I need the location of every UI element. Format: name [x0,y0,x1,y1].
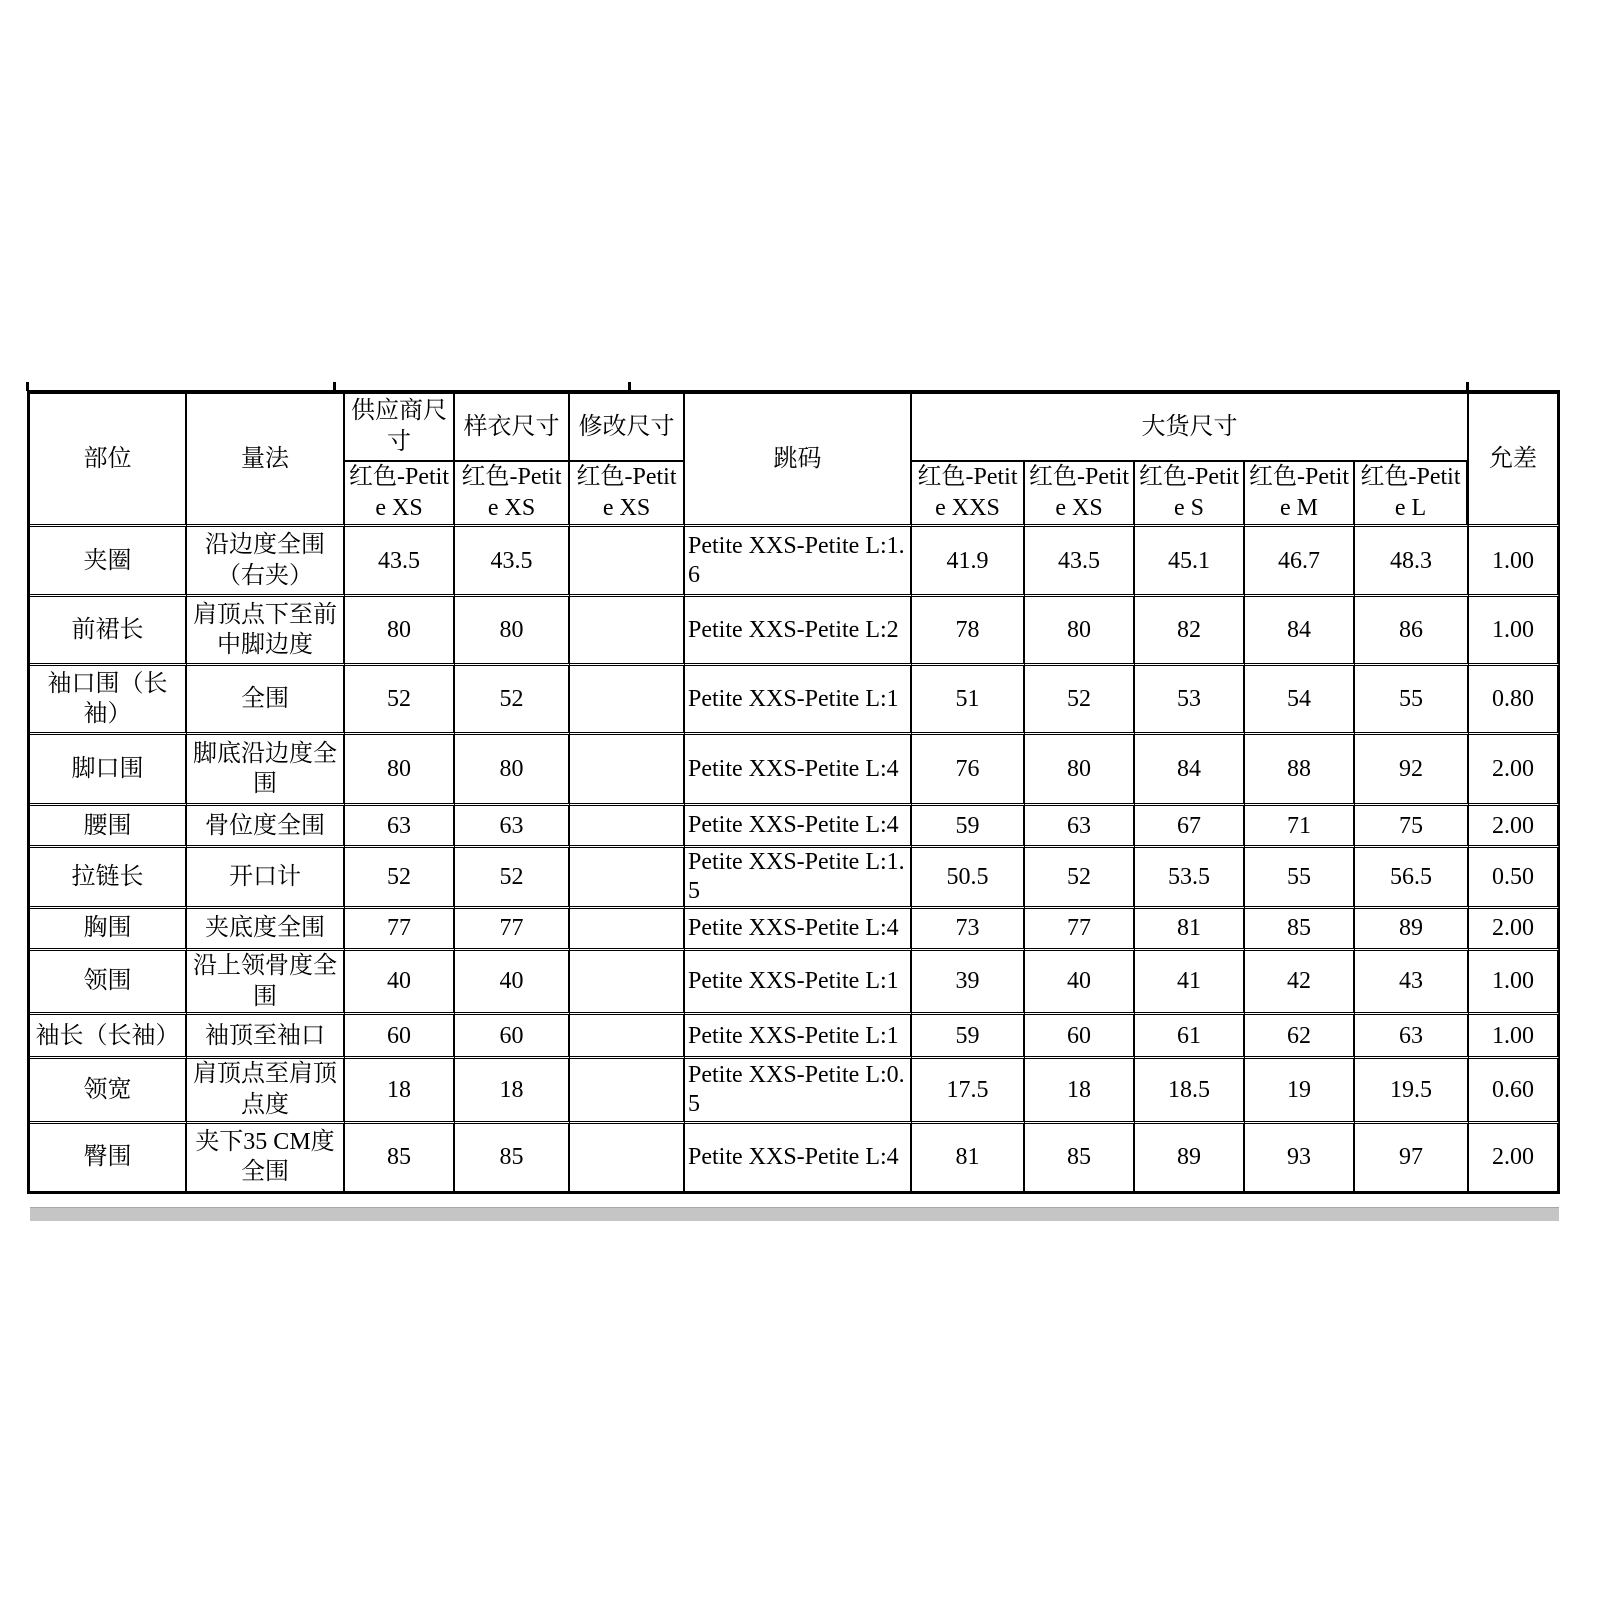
grading-cell: Petite XXS-Petite L:4 [685,909,912,951]
part-cell: 袖口围（长袖） [30,666,187,735]
bulk-size-cell: 80 [1025,597,1135,666]
bulk-size-cell: 54 [1245,666,1355,735]
sample-size-cell: 85 [455,1124,570,1194]
grading-cell: Petite XXS-Petite L:1 [685,951,912,1015]
bulk-size-cell: 75 [1355,806,1469,848]
method-cell: 沿上领骨度全围 [187,951,345,1015]
table-row [30,597,1560,666]
bulk-size-cell: 45.1 [1135,527,1245,597]
part-cell: 前裙长 [30,597,187,666]
table-row [30,806,1560,848]
grading-cell: Petite XXS-Petite L:1 [685,666,912,735]
bulk-size-cell: 59 [912,1015,1025,1059]
subheader-bulk-m: 红色-Petite M [1245,462,1355,527]
subheader-modified-color-size: 红色-Petite XS [570,462,685,527]
table-row [30,1124,1560,1194]
bulk-size-cell: 97 [1355,1124,1469,1194]
tolerance-cell: 0.60 [1469,1059,1560,1123]
bulk-size-cell: 85 [1245,909,1355,951]
table-row [30,848,1560,909]
subheader-bulk-l: 红色-Petite L [1355,462,1469,527]
bulk-size-cell: 39 [912,951,1025,1015]
subheader-bulk-xs: 红色-Petite XS [1025,462,1135,527]
sample-size-cell: 40 [455,951,570,1015]
bulk-size-cell: 17.5 [912,1059,1025,1123]
modified-size-cell [570,848,685,909]
tolerance-cell: 1.00 [1469,1015,1560,1059]
supplier-size-cell: 52 [345,666,455,735]
subheader-supplier-color-size: 红色-Petite XS [345,462,455,527]
header-bulk-size: 大货尺寸 [912,394,1469,462]
gray-bar [30,1207,1559,1221]
method-cell: 骨位度全围 [187,806,345,848]
bulk-size-cell: 60 [1025,1015,1135,1059]
bulk-size-cell: 84 [1245,597,1355,666]
supplier-size-cell: 85 [345,1124,455,1194]
table-row [30,735,1560,806]
bulk-size-cell: 51 [912,666,1025,735]
supplier-size-cell: 80 [345,735,455,806]
bulk-size-cell: 63 [1355,1015,1469,1059]
method-cell: 脚底沿边度全围 [187,735,345,806]
supplier-size-cell: 18 [345,1059,455,1123]
sample-size-cell: 80 [455,735,570,806]
supplier-size-cell: 80 [345,597,455,666]
bulk-size-cell: 48.3 [1355,527,1469,597]
modified-size-cell [570,806,685,848]
tolerance-cell: 2.00 [1469,735,1560,806]
bulk-size-cell: 85 [1025,1124,1135,1194]
method-cell: 袖顶至袖口 [187,1015,345,1059]
header-tolerance: 允差 [1469,394,1560,527]
header-grading: 跳码 [685,394,912,527]
part-cell: 脚口围 [30,735,187,806]
bulk-size-cell: 41 [1135,951,1245,1015]
bulk-size-cell: 86 [1355,597,1469,666]
header-part: 部位 [30,394,187,527]
bulk-size-cell: 84 [1135,735,1245,806]
bulk-size-cell: 43.5 [1025,527,1135,597]
bulk-size-cell: 89 [1135,1124,1245,1194]
tolerance-cell: 2.00 [1469,806,1560,848]
tolerance-cell: 1.00 [1469,527,1560,597]
part-cell: 胸围 [30,909,187,951]
part-cell: 夹圈 [30,527,187,597]
modified-size-cell [570,735,685,806]
method-cell: 夹底度全围 [187,909,345,951]
bulk-size-cell: 61 [1135,1015,1245,1059]
grading-cell: Petite XXS-Petite L:1.6 [685,527,912,597]
supplier-size-cell: 77 [345,909,455,951]
bulk-size-cell: 55 [1355,666,1469,735]
bulk-size-cell: 18.5 [1135,1059,1245,1123]
part-cell: 领围 [30,951,187,1015]
bulk-size-cell: 81 [912,1124,1025,1194]
grading-cell: Petite XXS-Petite L:2 [685,597,912,666]
modified-size-cell [570,909,685,951]
method-cell: 全围 [187,666,345,735]
subheader-sample-color-size: 红色-Petite XS [455,462,570,527]
supplier-size-cell: 43.5 [345,527,455,597]
bulk-size-cell: 42 [1245,951,1355,1015]
bulk-size-cell: 59 [912,806,1025,848]
bulk-size-cell: 46.7 [1245,527,1355,597]
size-spec-table [27,390,1560,1194]
bulk-size-cell: 73 [912,909,1025,951]
supplier-size-cell: 63 [345,806,455,848]
bulk-size-cell: 53 [1135,666,1245,735]
subheader-bulk-xxs: 红色-Petite XXS [912,462,1025,527]
sample-size-cell: 63 [455,806,570,848]
sample-size-cell: 52 [455,848,570,909]
grading-cell: Petite XXS-Petite L:0.5 [685,1059,912,1123]
sample-size-cell: 52 [455,666,570,735]
table-row [30,909,1560,951]
header-supplier-size: 供应商尺寸 [345,394,455,462]
sample-size-cell: 80 [455,597,570,666]
supplier-size-cell: 40 [345,951,455,1015]
modified-size-cell [570,597,685,666]
header-row-main [30,394,1560,462]
bulk-size-cell: 40 [1025,951,1135,1015]
header-modified-size: 修改尺寸 [570,394,685,462]
bulk-size-cell: 88 [1245,735,1355,806]
table-row [30,527,1560,597]
tolerance-cell: 1.00 [1469,951,1560,1015]
modified-size-cell [570,527,685,597]
bulk-size-cell: 81 [1135,909,1245,951]
modified-size-cell [570,1059,685,1123]
sample-size-cell: 77 [455,909,570,951]
part-cell: 臀围 [30,1124,187,1194]
tolerance-cell: 0.80 [1469,666,1560,735]
bulk-size-cell: 71 [1245,806,1355,848]
table-row [30,666,1560,735]
bulk-size-cell: 52 [1025,848,1135,909]
modified-size-cell [570,1015,685,1059]
modified-size-cell [570,666,685,735]
bulk-size-cell: 77 [1025,909,1135,951]
grading-cell: Petite XXS-Petite L:4 [685,1124,912,1194]
spec-table-body [30,527,1560,1193]
header-method: 量法 [187,394,345,527]
bulk-size-cell: 62 [1245,1015,1355,1059]
part-cell: 领宽 [30,1059,187,1123]
bulk-size-cell: 53.5 [1135,848,1245,909]
bulk-size-cell: 55 [1245,848,1355,909]
grading-cell: Petite XXS-Petite L:1 [685,1015,912,1059]
supplier-size-cell: 52 [345,848,455,909]
bulk-size-cell: 41.9 [912,527,1025,597]
table-row [30,951,1560,1015]
bulk-size-cell: 50.5 [912,848,1025,909]
bulk-size-cell: 67 [1135,806,1245,848]
supplier-size-cell: 60 [345,1015,455,1059]
bulk-size-cell: 92 [1355,735,1469,806]
bulk-size-cell: 56.5 [1355,848,1469,909]
bulk-size-cell: 93 [1245,1124,1355,1194]
method-cell: 肩顶点下至前中脚边度 [187,597,345,666]
method-cell: 肩顶点至肩顶点度 [187,1059,345,1123]
bulk-size-cell: 18 [1025,1059,1135,1123]
bulk-size-cell: 19 [1245,1059,1355,1123]
table-row [30,1059,1560,1123]
sample-size-cell: 18 [455,1059,570,1123]
grading-cell: Petite XXS-Petite L:4 [685,735,912,806]
sample-size-cell: 60 [455,1015,570,1059]
subheader-bulk-s: 红色-Petite S [1135,462,1245,527]
part-cell: 腰围 [30,806,187,848]
bulk-size-cell: 43 [1355,951,1469,1015]
bulk-size-cell: 19.5 [1355,1059,1469,1123]
sample-size-cell: 43.5 [455,527,570,597]
bulk-size-cell: 82 [1135,597,1245,666]
part-cell: 拉链长 [30,848,187,909]
grading-cell: Petite XXS-Petite L:1.5 [685,848,912,909]
modified-size-cell [570,951,685,1015]
bulk-size-cell: 89 [1355,909,1469,951]
grading-cell: Petite XXS-Petite L:4 [685,806,912,848]
part-cell: 袖长（长袖） [30,1015,187,1059]
bulk-size-cell: 63 [1025,806,1135,848]
method-cell: 沿边度全围（右夹） [187,527,345,597]
method-cell: 夹下35 CM度全围 [187,1124,345,1194]
tolerance-cell: 1.00 [1469,597,1560,666]
bulk-size-cell: 80 [1025,735,1135,806]
bulk-size-cell: 78 [912,597,1025,666]
modified-size-cell [570,1124,685,1194]
tolerance-cell: 2.00 [1469,1124,1560,1194]
bulk-size-cell: 52 [1025,666,1135,735]
tolerance-cell: 2.00 [1469,909,1560,951]
table-row [30,1015,1560,1059]
tolerance-cell: 0.50 [1469,848,1560,909]
header-sample-size: 样衣尺寸 [455,394,570,462]
bulk-size-cell: 76 [912,735,1025,806]
method-cell: 开口计 [187,848,345,909]
